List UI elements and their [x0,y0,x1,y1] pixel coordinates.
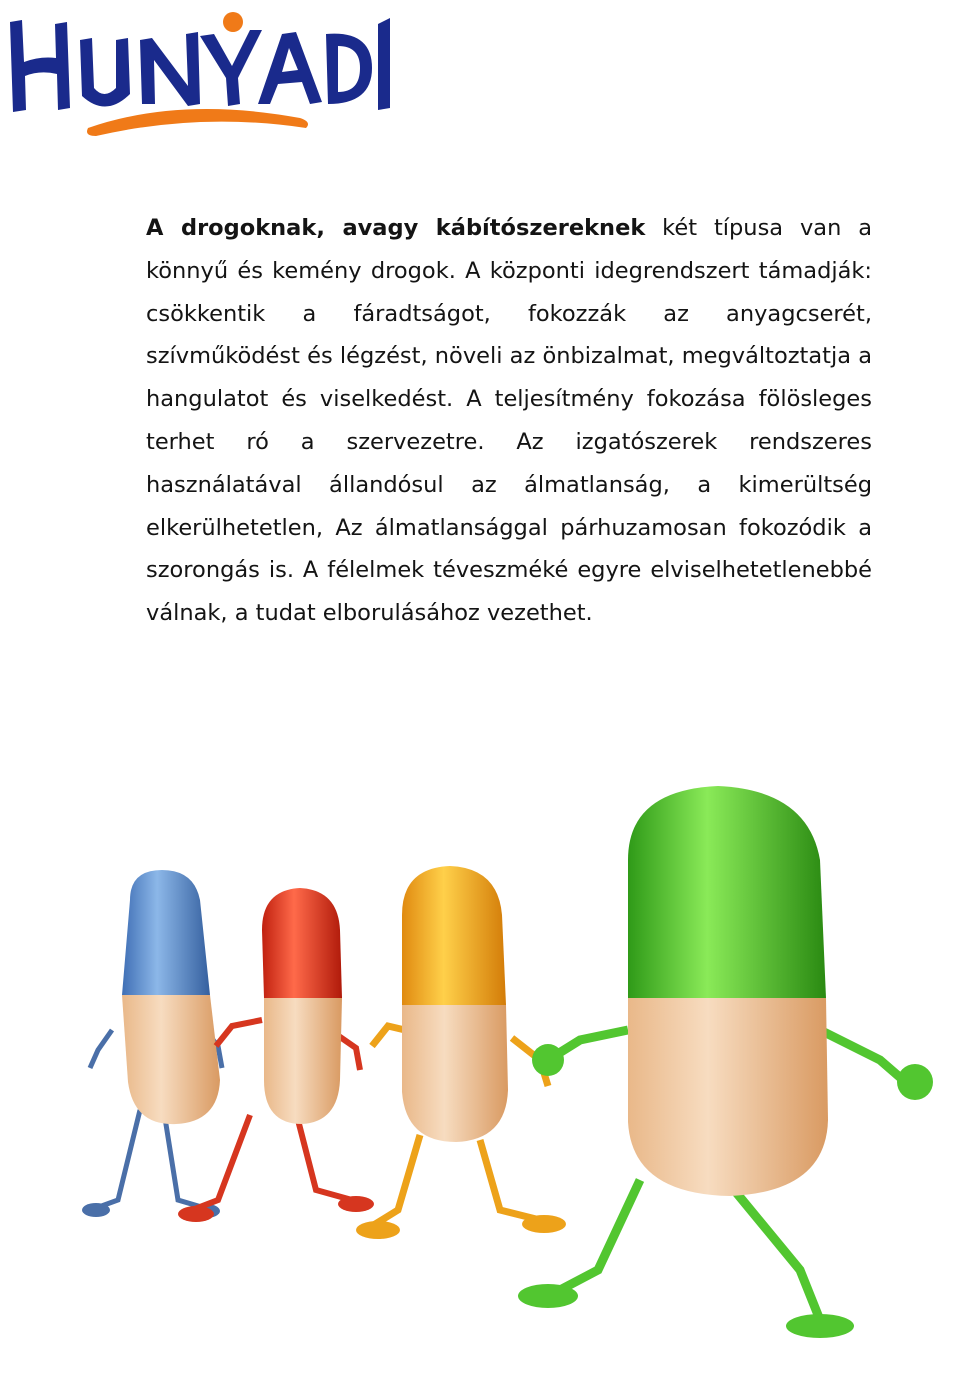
hunyadi-logo [0,0,400,150]
logo-letter-u [80,38,130,107]
blue-pill [82,870,222,1218]
logo-letter-y [200,30,262,106]
logo-letter-a [258,32,322,104]
logo-swoosh [87,109,308,136]
green-pill [518,786,933,1338]
walking-pills-illustration [0,730,960,1380]
logo-letter-h [10,20,70,112]
logo-dot [223,12,243,32]
article-paragraph [146,207,872,635]
article-lead: A drogoknak, avagy kábítószereknek [146,215,646,241]
article-body: két típusa van a könnyű és kemény drogok. A központi idegrendszert támadják: csökkentik a fáradtságot, fokozzák az anyagcserét, szívműködést és légzést, növeli az önbizalmat, megváltoztatja a hangulatot és viselkedést. A teljesítmény fokozása fölösleges terhet ró a szervezetre. Az izgatószerek rendszeres használatával állandósul az álmatlanság, a kimerültség elkerülhetetlen, Az álmatlansággal párhuzamosan fokozódik a szorongás is. A félelmek téveszméké egyre elviselhetetlenebbé válnak, a tudat elborulásához vezethet. [146,215,872,627]
logo-letter-d [326,34,372,104]
logo-letter-n [140,32,200,106]
logo-letter-i [378,18,390,110]
